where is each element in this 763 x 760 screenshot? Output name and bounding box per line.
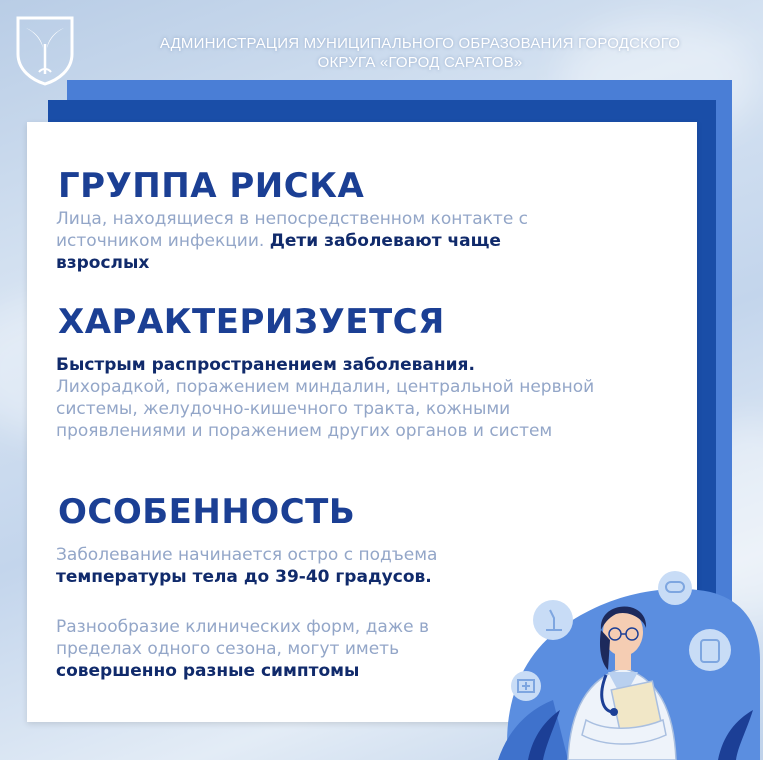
risk-group-text [56,208,586,274]
feature-text-2-bold: совершенно разные симптомы [56,661,360,681]
feature-text-1 [56,544,526,588]
characterized-text-regular: Лихорадкой, поражением миндалин, центральной нервной системы, желудочно-кишечного тракта, кожными проявлениями и поражением других органов и систем [56,377,595,441]
characterized-text [56,354,616,442]
feature-text-1-bold: температуры тела до 39-40 градусов. [56,567,432,587]
characterized-text-bold: Быстрым распространением заболевания. [56,355,475,375]
heading-risk-group: ГРУППА РИСКА [58,166,365,206]
feature-text-1-regular: Заболевание начинается остро с подъема [56,545,438,565]
saratov-emblem-icon [14,14,76,86]
heading-feature: ОСОБЕННОСТЬ [58,492,356,532]
microscope-icon [533,600,573,640]
pills-icon [658,571,692,605]
risk-group-text-regular: Лица, находящиеся в непосредственном контакте с источником инфекции. [56,209,529,251]
feature-text-2 [56,616,496,682]
heading-characterized: ХАРАКТЕРИЗУЕТСЯ [58,302,445,342]
doctor-illustration [498,560,763,760]
medkit-icon [511,671,541,701]
medicine-bottle-icon [689,629,731,671]
risk-group-text-bold: Дети заболевают чаще взрослых [56,231,501,273]
feature-text-2-regular: Разнообразие клинических форм, даже в пределах одного сезона, могут иметь [56,617,429,659]
header-title-line1: АДМИНИСТРАЦИЯ МУНИЦИПАЛЬНОГО ОБРАЗОВАНИЯ ГОРОДСКОГО [159,35,681,52]
header-title-line2: ОКРУГА «ГОРОД САРАТОВ» [317,54,523,71]
header-title [100,34,740,72]
